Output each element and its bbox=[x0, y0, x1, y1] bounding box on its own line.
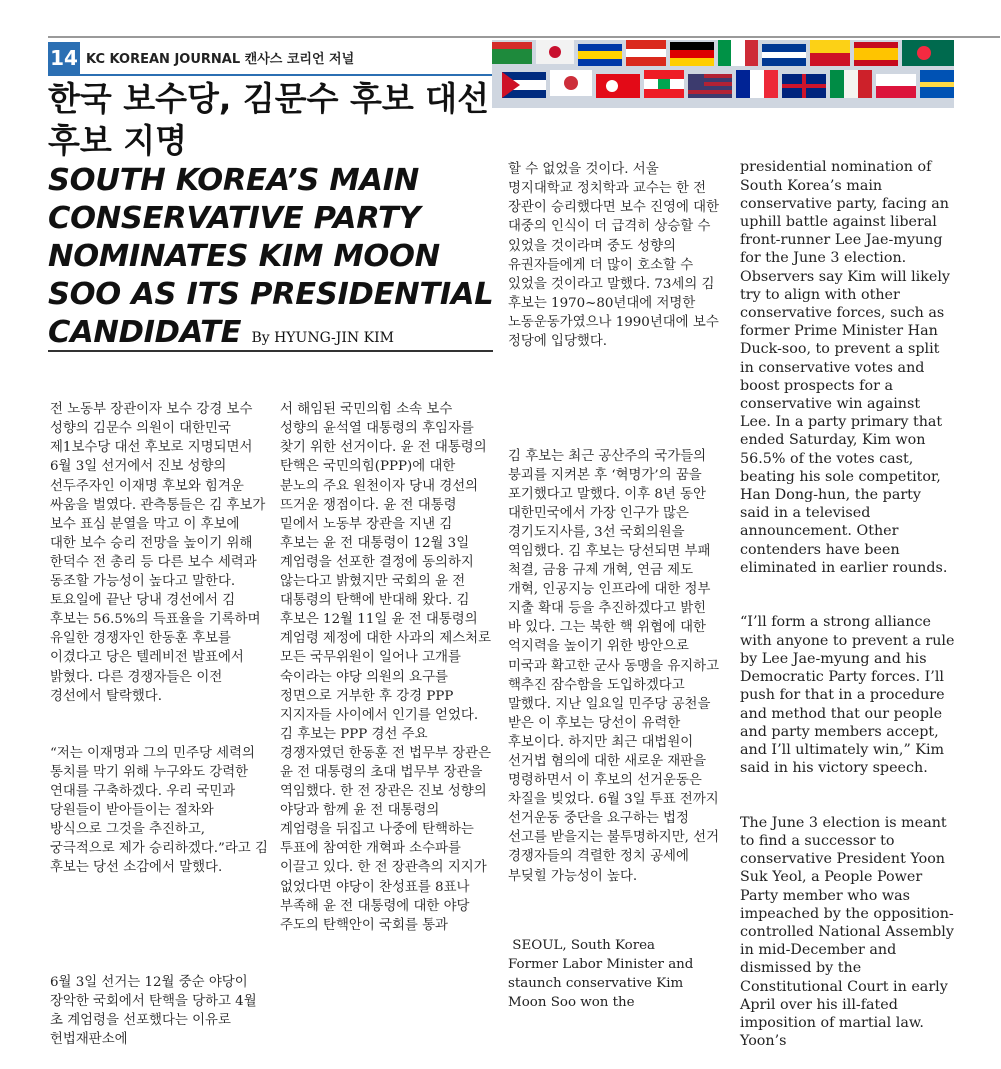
paragraph-gap bbox=[508, 389, 723, 408]
english-dateline-paragraph: SEOUL, South Korea Former Labor Minister and staunch conservative Kim Moon Soo won the bbox=[508, 937, 694, 1011]
top-rule bbox=[48, 36, 1000, 38]
paragraph-gap bbox=[50, 916, 268, 935]
korean-headline: 한국 보수당, 김문수 후보 대선후보 지명 bbox=[48, 79, 490, 160]
article-column-1 bbox=[50, 362, 273, 1068]
article-paragraph: 6월 3일 선거는 12월 중순 야당이 장악한 국회에서 탄핵을 당하고 4월 초 계엄령을 선포했다는 이유로 헌법재판소에 bbox=[50, 974, 261, 1048]
english-headline bbox=[48, 162, 498, 357]
article-paragraph: 서 해임된 국민의힘 소속 보수 성향의 윤석열 대통령의 후임자를 찾기 위한 선거이다. 윤 전 대통령의 탄핵은 국민의힘(PPP)에 대한 분노의 주요 원천이자 당내 경선의 뜨거운 쟁점이다. 윤 전 대통령 밑에서 노동부 장관을 지낸 김 후보는 윤 전 대통령이 12월 3일 계엄령을 선포한 결정에 동의하지 않는다고 밝혔지만 국회의 윤 전 대통령의 탄핵에 반대해 왔다. 김 후보은 12월 11일 윤 전 대통령의 계엄령 제정에 대한 사과의 제스처로 모든 국무위원이 일어나 고개를 숙이라는 야당 의원의 요구를 정면으로 거부한 후 강경 PPP 지지자들 사이에서 인기를 얻었다. 김 후보는 PPP 경선 주요 경쟁자였던 한동훈 전 법무부 장관은 윤 전 대통령의 초대 법무부 장관을 역임했다. 한 전 장관은 진보 성향의 야당과 함께 윤 전 대통령의 계엄령을 뒤집고 나중에 탄핵하는 투표에 참여한 개혁파 소수파를 이끌고 있다. 한 전 장관측의 지지가 없었다면 야당이 찬성표를 8표나 부족해 윤 전 대통령에 대한 야당 주도의 탄핵안이 국회를 통과 bbox=[280, 402, 496, 933]
byline: By HYUNG-JIN KIM bbox=[251, 330, 394, 346]
title-rule bbox=[48, 350, 493, 352]
article-column-3 bbox=[508, 122, 723, 1031]
article-paragraph: 전 노동부 장관이자 보수 강경 보수 성향의 김문수 의원이 대한민국 제1보수당 대선 후보로 지명되면서 6월 3일 선거에서 진보 성향의 선두주자인 이재명 후보와 힘겨운 싸움을 벌였다. 관측통들은 김 후보가 보수 표심 분열을 막고 이 후보에 대한 보수 승리 전망을 높이기 위해 한덕수 전 총리 등 다른 보수 세력과 동조할 가능성이 높다고 말한다. 토요일에 끝난 당내 경선에서 김 후보는 56.5%의 득표율을 기록하며 유일한 경쟁자인 한동훈 후보를 이겼다고 당은 텔레비전 발표에서 밝혔다. 다른 경쟁자들은 이전 경선에서 탈락했다. bbox=[50, 402, 270, 704]
article-paragraph: 김 후보는 최근 공산주의 국가들의 붕괴를 지켜본 후 ‘혁명가’의 꿈을 포기했다고 말했다. 이후 8년 동안 대한민국에서 가장 인구가 많은 경기도지사를, 3선 국회의원을 역임했다. 김 후보는 당선되면 부패 척결, 금융 규제 개혁, 연금 제도 개혁, 인공지능 인프라에 대한 정부 지출 확대 등을 추진하겠다고 밝힌 바 있다. 그는 북한 핵 위협에 대한 억지력을 높이기 위한 방안으로 미국과 확고한 군사 동맹을 유지하고 핵추진 잠수함을 도입하겠다고 말했다. 지난 일요일 민주당 공천을 받은 이 후보는 당선이 유력한 후보이다. 하지만 최근 대법원이 선거법 혐의에 대한 새로운 재판을 명령하면서 이 후보의 선거운동은 차질을 빚었다. 6월 3일 투표 전까지 선거운동 중단을 요구하는 법정 선고를 받을지는 불투명하지만, 선거 경쟁자들의 격렬한 정치 공세에 부딪힐 가능성이 높다. bbox=[508, 448, 724, 884]
article-column-4 bbox=[740, 122, 960, 1069]
article-paragraph: presidential nomination of South Korea’s main conservative party, facing an uphill battle against liberal front-runner Lee Jae-myung for the June 3 election. Observers say Kim will likely try to align with other conservative forces, such as former Prime Minister Han Duck-soo, to prevent a split in conservative votes and boost prospects for a conservative win against Lee. In a party primary that ended Saturday, Kim won 56.5% of the votes cast, beating his sole competitor, Han Dong-hun, the party said in a televised announcement. Other contenders have been eliminated in earlier rounds. bbox=[740, 159, 955, 576]
article-paragraph: “저는 이재명과 그의 민주당 세력의 통치를 막기 위해 누구와도 강력한 연대를 구축하겠다. 우리 국민과 당원들이 받아들이는 절차와 방식으로 그것을 추진하고, 궁극적으로 제가 승리하겠다.”라고 김 후보는 당선 소감에서 말했다. bbox=[50, 745, 273, 876]
flags-banner-image bbox=[492, 40, 954, 108]
header-rule bbox=[48, 74, 492, 76]
english-headline-text: SOUTH KOREA’S MAIN CONSERVATIVE PARTY NOMINATES KIM MOON SOO AS ITS PRESIDENTIAL CANDIDATE bbox=[48, 163, 494, 350]
page-number: 14 bbox=[48, 42, 80, 74]
article-paragraph: The June 3 election is meant to find a successor to conservative President Yoon Suk Yeol, a People Power Party member who was impeached by the opposition-controlled National Assembly in mid-December and dismissed by the Constitutional Court in early April over his ill-fated imposition of martial law. Yoon’s bbox=[740, 814, 959, 1050]
journal-name: KC KOREAN JOURNAL 캔사스 코리언 저널 bbox=[86, 52, 355, 67]
article-column-2 bbox=[280, 362, 496, 954]
article-paragraph: 할 수 없었을 것이다. 서울 명지대학교 정치학과 교수는 한 전 장관이 승리했다면 보수 진영에 대한 대중의 인식이 더 급격히 상승할 수 있었을 것이라며 중도 성향의 유권자들에게 더 많이 호소할 수 있었을 것이라고 말했다. 73세의 김 후보는 1970~80년대에 저명한 노동운동가였으나 1990년대에 보수 정당에 입당했다. bbox=[508, 162, 724, 350]
article-paragraph: “I’ll form a strong alliance with anyone to prevent a rule by Lee Jae-myung and his Democratic Party forces. I’ll push for that in a procedure and method that our people and party members accept, and I’ll ultimately win,” Kim said in his victory speech. bbox=[740, 614, 960, 777]
